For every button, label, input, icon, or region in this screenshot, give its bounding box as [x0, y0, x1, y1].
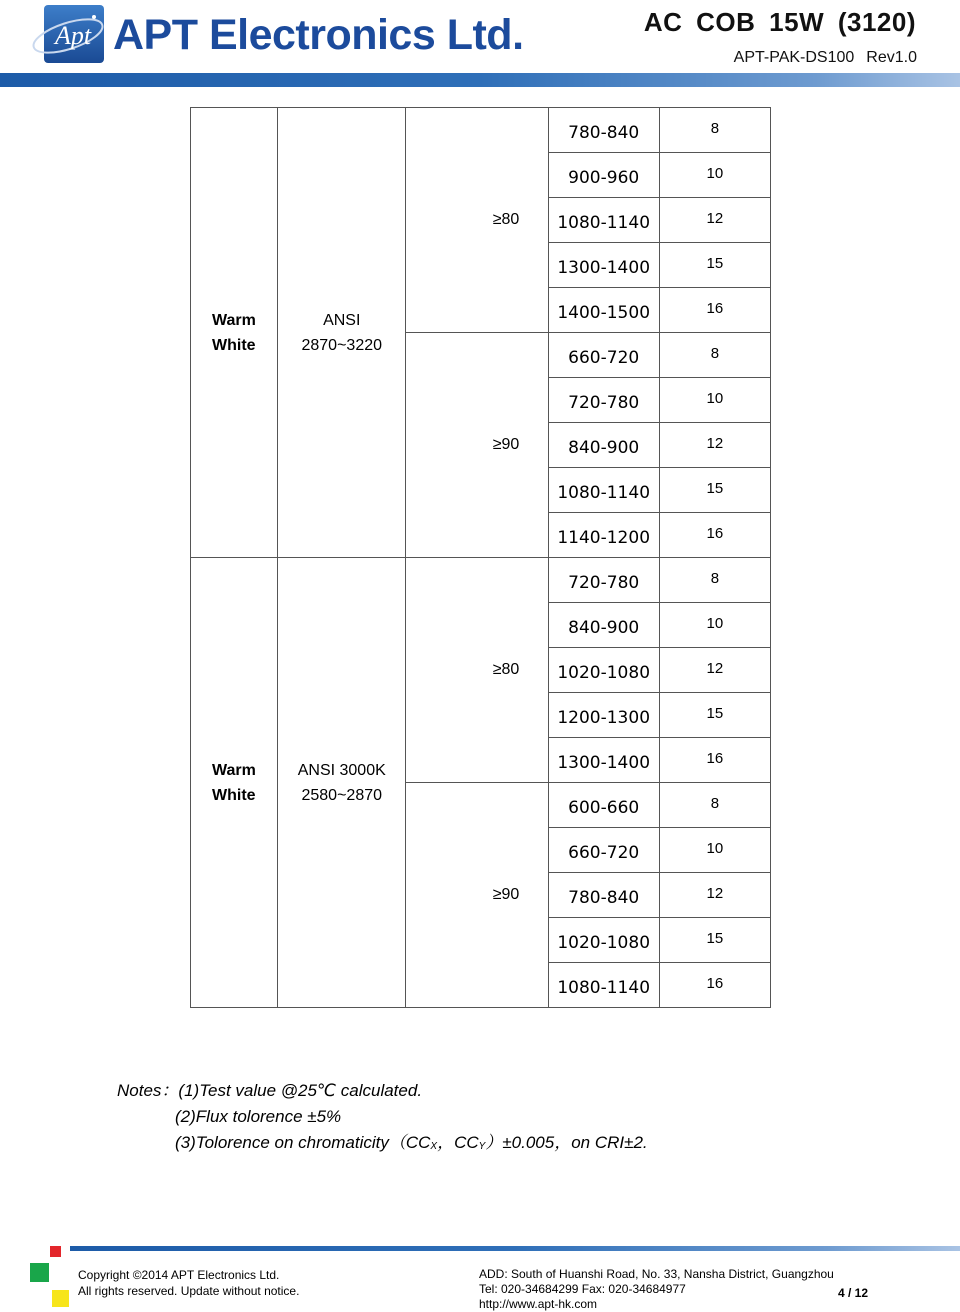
cct-line1: ANSI 3000K — [297, 761, 386, 779]
watt-cell: 16 — [659, 288, 770, 333]
watt-cell: 10 — [659, 603, 770, 648]
cri-cell — [406, 333, 548, 558]
flux-cell: 660-720 — [548, 333, 659, 378]
flux-cell: 1300-1400 — [548, 243, 659, 288]
flux-cell: 1020-1080 — [548, 648, 659, 693]
footer-contact — [479, 1267, 835, 1312]
cct-line2: 2870~3220 — [301, 336, 383, 354]
notes-label: Notes： — [117, 1081, 179, 1100]
flux-cell: 900-960 — [548, 153, 659, 198]
watt-cell: 16 — [659, 513, 770, 558]
watt-cell: 16 — [659, 738, 770, 783]
watt-cell: 8 — [659, 783, 770, 828]
green-square — [30, 1263, 49, 1282]
product-title: AC COB 15W (3120) — [643, 7, 916, 37]
watt-cell: 16 — [659, 963, 770, 1008]
yellow-square — [52, 1290, 69, 1307]
cri-value: ≥80 — [492, 211, 520, 228]
copyright: Copyright ©2014 APT Electronics Ltd. — [78, 1268, 280, 1282]
watt-cell: 12 — [659, 873, 770, 918]
flux-cell: 840-900 — [548, 423, 659, 468]
watt-cell: 15 — [659, 918, 770, 963]
table-row — [191, 108, 771, 153]
watt-cell: 8 — [659, 108, 770, 153]
logo-text: Apt — [54, 21, 92, 50]
watt-cell: 15 — [659, 243, 770, 288]
flux-cell: 1020-1080 — [548, 918, 659, 963]
watt-cell: 15 — [659, 468, 770, 513]
address: ADD: South of Huanshi Road, No. 33, Nansha District, Guangzhou — [479, 1267, 834, 1281]
cri-cell — [406, 558, 548, 783]
phone-fax: Tel: 020-34684299 Fax: 020-34684977 — [479, 1282, 686, 1296]
rights: All rights reserved. Update without notice. — [78, 1284, 300, 1298]
table-row — [191, 558, 771, 603]
cri-cell — [406, 108, 548, 333]
flux-cell: 1080-1140 — [548, 198, 659, 243]
watt-cell: 10 — [659, 378, 770, 423]
flux-cell: 1080-1140 — [548, 963, 659, 1008]
flux-cell: 1200-1300 — [548, 693, 659, 738]
flux-cell: 1400-1500 — [548, 288, 659, 333]
cct-line2: 2580~2870 — [301, 786, 383, 804]
doc-id-line — [734, 49, 917, 67]
category-line2: White — [212, 336, 256, 354]
footer-left — [78, 1267, 299, 1299]
revision: Rev1.0 — [866, 49, 917, 66]
watt-cell: 10 — [659, 153, 770, 198]
note-2: (2)Flux tolorence ±5% — [175, 1107, 342, 1126]
website[interactable]: http://www.apt-hk.com — [479, 1297, 598, 1311]
flux-cell: 1080-1140 — [548, 468, 659, 513]
flux-bin-table — [190, 107, 771, 1008]
cri-value: ≥90 — [492, 436, 520, 453]
flux-cell: 1300-1400 — [548, 738, 659, 783]
flux-cell: 720-780 — [548, 558, 659, 603]
watt-cell: 12 — [659, 198, 770, 243]
watt-cell: 10 — [659, 828, 770, 873]
flux-cell: 660-720 — [548, 828, 659, 873]
flux-cell: 1140-1200 — [548, 513, 659, 558]
note-1: (1)Test value @25℃ calculated. — [178, 1081, 423, 1100]
doc-id: APT-PAK-DS100 — [733, 49, 855, 66]
watt-cell: 15 — [659, 693, 770, 738]
watt-cell: 12 — [659, 423, 770, 468]
apt-logo — [30, 4, 108, 66]
header-bar — [0, 73, 960, 87]
watt-cell: 8 — [659, 333, 770, 378]
company-name: APT Electronics Ltd. — [113, 11, 524, 59]
page-number: 4 / 12 — [838, 1286, 869, 1300]
cct-line1: ANSI — [323, 311, 361, 329]
watt-cell: 8 — [659, 558, 770, 603]
category-line2: White — [212, 786, 256, 804]
footer-bar — [70, 1246, 960, 1251]
flux-cell: 720-780 — [548, 378, 659, 423]
flux-cell: 780-840 — [548, 108, 659, 153]
cct-cell — [278, 108, 406, 558]
category-cell — [191, 108, 278, 558]
cri-value: ≥90 — [492, 886, 520, 903]
category-line1: Warm — [212, 761, 256, 779]
flux-cell: 780-840 — [548, 873, 659, 918]
note-3: (3)Tolorence on $chromaticity(CC_X$，$CC_Y)\pm 0.005$，on CRI±2. — [175, 1133, 648, 1152]
flux-cell: 600-660 — [548, 783, 659, 828]
cct-cell — [278, 558, 406, 1008]
notes — [117, 1078, 648, 1160]
red-square — [50, 1246, 61, 1257]
watt-cell: 12 — [659, 648, 770, 693]
category-line1: Warm — [212, 311, 256, 329]
cri-value: ≥80 — [492, 661, 520, 678]
cri-cell — [406, 783, 548, 1008]
category-cell — [191, 558, 278, 1008]
flux-cell: 840-900 — [548, 603, 659, 648]
